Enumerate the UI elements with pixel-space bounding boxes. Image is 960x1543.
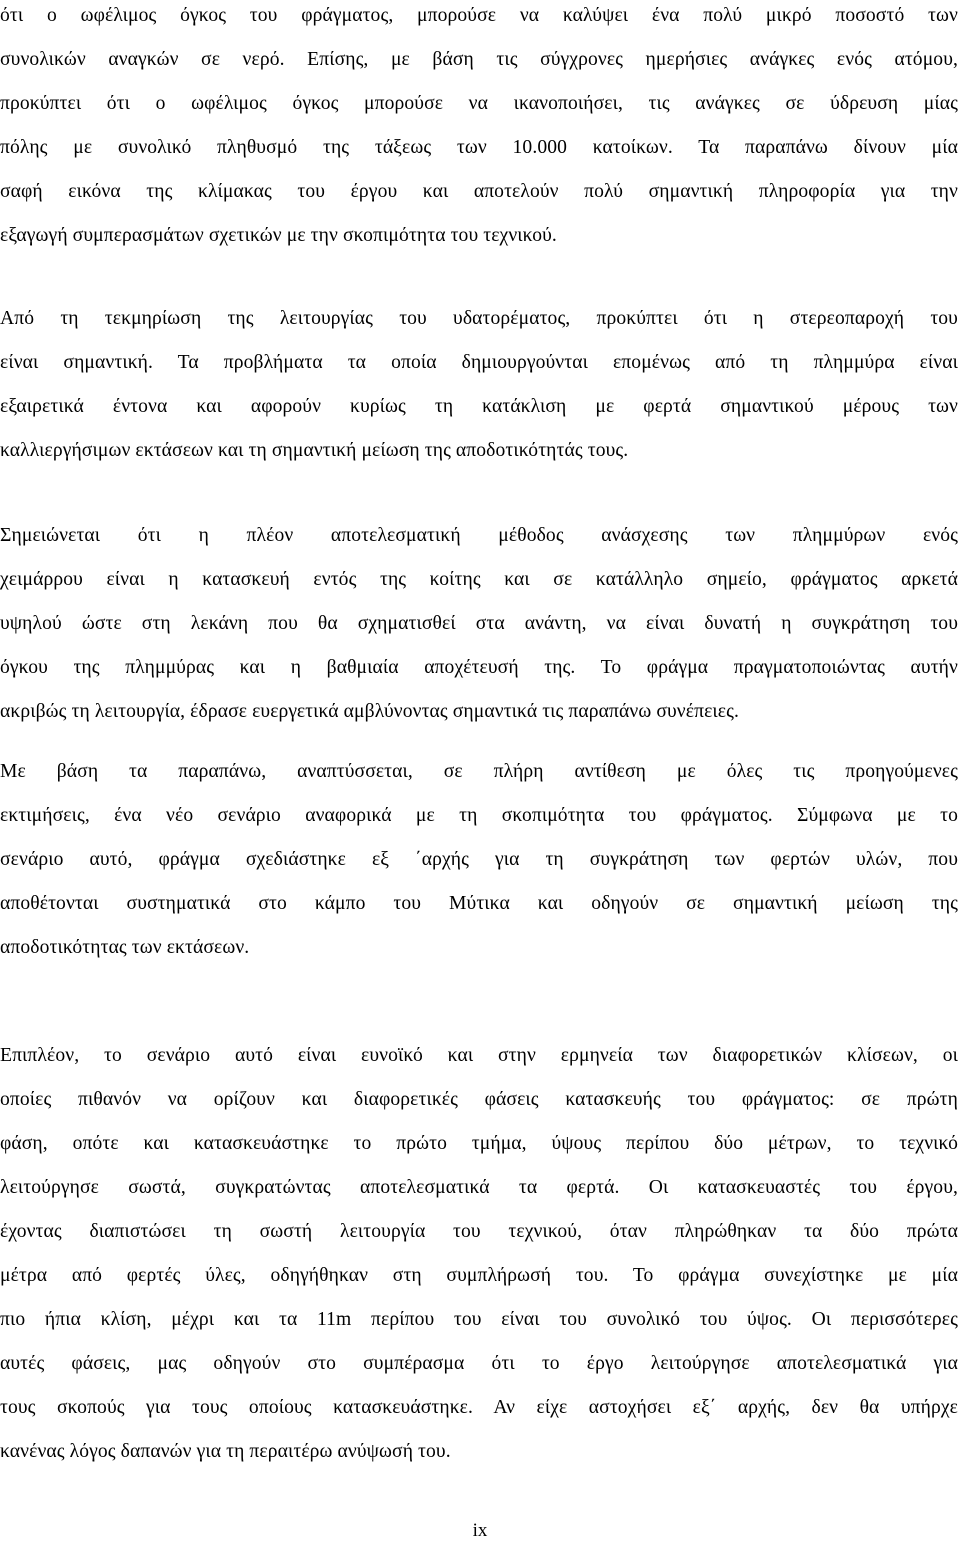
text-line: Από τη τεκμηρίωση της λειτουργίας του υδατορέματος, προκύπτει ότι η στερεοπαροχή του bbox=[0, 308, 958, 329]
text-line: αυτές φάσεις, μας οδηγούν στο συμπέρασμα ότι το έργο λειτούργησε αποτελεσματικά για bbox=[0, 1353, 958, 1374]
text-line: σενάριο αυτό, φράγμα σχεδιάστηκε εξ ΄αρχής για τη συγκράτηση των φερτών υλών, που bbox=[0, 849, 958, 870]
text-line: πόλης με συνολικό πληθυσμό της τάξεως των 10.000 κατοίκων. Τα παραπάνω δίνουν μία bbox=[0, 137, 958, 158]
text-line: λειτούργησε σωστά, συγκρατώντας αποτελεσματικά τα φερτά. Οι κατασκευαστές του έργου, bbox=[0, 1177, 958, 1198]
text-line: προκύπτει ότι ο ωφέλιμος όγκος μπορούσε να ικανοποιήσει, τις ανάγκες σε ύδρευση μίας bbox=[0, 93, 958, 114]
text-line: χειμάρρου είναι η κατασκευή εντός της κοίτης και σε κατάλληλο σημείο, φράγματος αρκετά bbox=[0, 569, 958, 590]
text-line: Επιπλέον, το σενάριο αυτό είναι ευνοϊκό και στην ερμηνεία των διαφορετικών κλίσεων, οι bbox=[0, 1045, 958, 1066]
paragraph-1 bbox=[0, 0, 958, 258]
text-line: έχοντας διαπιστώσει τη σωστή λειτουργία του τεχνικού, όταν πληρώθηκαν τα δύο πρώτα bbox=[0, 1221, 958, 1242]
text-line: τους σκοπούς για τους οποίους κατασκευάστηκε. Αν είχε αστοχήσει εξ΄ αρχής, δεν θα υπήρχε bbox=[0, 1397, 958, 1418]
text-line: είναι σημαντική. Τα προβλήματα τα οποία δημιουργούνται επομένως από τη πλημμύρα είναι bbox=[0, 352, 958, 373]
text-line: υψηλού ώστε στη λεκάνη που θα σχηματισθεί στα ανάντη, να είναι δυνατή η συγκράτηση του bbox=[0, 613, 958, 634]
paragraph-4 bbox=[0, 750, 958, 970]
text-line: μέτρα από φερτές ύλες, οδηγήθηκαν στη συμπλήρωσή του. Το φράγμα συνεχίστηκε με μία bbox=[0, 1265, 958, 1286]
text-line: συνολικών αναγκών σε νερό. Επίσης, με βάση τις σύγχρονες ημερήσιες ανάγκες ενός ατόμου, bbox=[0, 49, 958, 70]
text-line: φάση, οπότε και κατασκευάστηκε το πρώτο τμήμα, ύψους περίπου δύο μέτρων, το τεχνικό bbox=[0, 1133, 958, 1154]
paragraph-2 bbox=[0, 297, 958, 473]
text-line: όγκου της πλημμύρας και η βαθμιαία αποχέτευσή της. Το φράγμα πραγματοποιώντας αυτήν bbox=[0, 657, 958, 678]
text-line: αποδοτικότητας των εκτάσεων. bbox=[0, 937, 250, 958]
text-line: Σημειώνεται ότι η πλέον αποτελεσματική μέθοδος ανάσχεσης των πλημμύρων ενός bbox=[0, 525, 958, 546]
text-line: καλλιεργήσιμων εκτάσεων και τη σημαντική μείωση της αποδοτικότητάς τους. bbox=[0, 440, 629, 461]
text-line: ακριβώς τη λειτουργία, έδρασε ευεργετικά αμβλύνοντας σημαντικά τις παραπάνω συνέπειες. bbox=[0, 701, 739, 722]
text-line: Με βάση τα παραπάνω, αναπτύσσεται, σε πλήρη αντίθεση με όλες τις προηγούμενες bbox=[0, 761, 958, 782]
text-line: οποίες πιθανόν να ορίζουν και διαφορετικές φάσεις κατασκευής του φράγματος: σε πρώτη bbox=[0, 1089, 958, 1110]
text-line: πιο ήπια κλίση, μέχρι και τα 11m περίπου του είναι του συνολικό του ύψος. Οι περισσότερες bbox=[0, 1309, 958, 1330]
text-line: σαφή εικόνα της κλίμακας του έργου και αποτελούν πολύ σημαντική πληροφορία για την bbox=[0, 181, 958, 202]
text-line: κανένας λόγος δαπανών για τη περαιτέρω ανύψωσή του. bbox=[0, 1441, 451, 1462]
page-number: ix bbox=[472, 1520, 488, 1541]
text-line: εξαγωγή συμπερασμάτων σχετικών με την σκοπιμότητα του τεχνικού. bbox=[0, 225, 557, 246]
text-line: εκτιμήσεις, ένα νέο σενάριο αναφορικά με τη σκοπιμότητα του φράγματος. Σύμφωνα με το bbox=[0, 805, 958, 826]
text-line: ότι ο ωφέλιμος όγκος του φράγματος, μπορούσε να καλύψει ένα πολύ μικρό ποσοστό των bbox=[0, 5, 958, 26]
text-line: αποθέτονται συστηματικά στο κάμπο του Μύτικα και οδηγούν σε σημαντική μείωση της bbox=[0, 893, 958, 914]
paragraph-3 bbox=[0, 514, 958, 734]
text-line: εξαιρετικά έντονα και αφορούν κυρίως τη κατάκλιση με φερτά σημαντικού μέρους των bbox=[0, 396, 958, 417]
paragraph-5 bbox=[0, 1034, 958, 1474]
